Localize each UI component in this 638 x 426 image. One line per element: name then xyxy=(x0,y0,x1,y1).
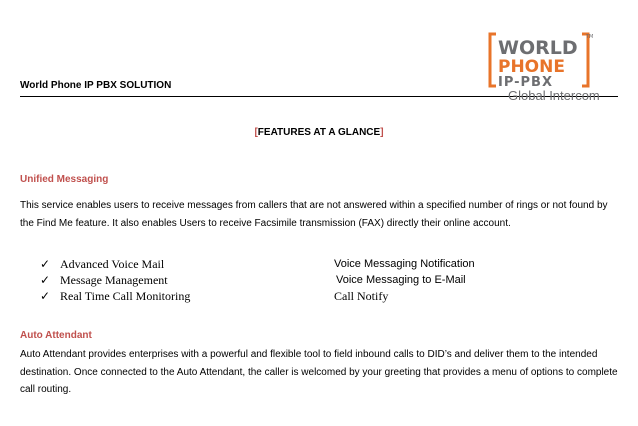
bracket-close: ] xyxy=(380,127,384,138)
feature-list-item: ✓ Message Management xyxy=(40,273,168,287)
auto-attendant-heading: Auto Attendant xyxy=(20,330,92,341)
feature-list-item-right: Call Notify xyxy=(334,289,389,303)
svg-text:TM: TM xyxy=(586,34,594,40)
features-title: FEATURES AT A GLANCE xyxy=(257,127,381,138)
bracket-open: [ xyxy=(254,127,258,138)
unified-messaging-description: This service enables users to receive messages from callers that are not answered within a specified number of rings or not found by the Find Me feature. It also enables Users to receive Facsimile transmission (FAX) directly their online account. xyxy=(20,200,608,229)
feature-list-item-right: Voice Messaging to E-Mail xyxy=(336,274,466,286)
document-header-title: World Phone IP PBX SOLUTION xyxy=(20,80,172,91)
feature-list-item-right: Voice Messaging Notification xyxy=(334,258,475,270)
unified-messaging-heading: Unified Messaging xyxy=(20,174,109,185)
feature-list-item: ✓ Real Time Call Monitoring xyxy=(40,289,191,303)
world-phone-logo xyxy=(486,28,616,108)
checkmark-icon: ✓ xyxy=(40,273,51,287)
svg-text:PHONE: PHONE xyxy=(498,57,565,77)
auto-attendant-description: Auto Attendant provides enterprises with a powerful and flexible tool to field inbound calls to DID’s and deliver them to the intended destination. Once connected to the Auto Attendant, the caller is welcomed by your greeting that provides a menu of options to complete call routing. xyxy=(20,349,618,395)
svg-text:Global Intercom: Global Intercom xyxy=(508,88,600,103)
features-heading xyxy=(0,127,638,138)
svg-text:WORLD: WORLD xyxy=(498,37,578,59)
svg-text:IP-PBX: IP-PBX xyxy=(498,75,553,90)
checkmark-icon: ✓ xyxy=(40,289,51,303)
feature-list-item: ✓ Advanced Voice Mail xyxy=(40,257,165,271)
checkmark-icon: ✓ xyxy=(40,257,51,271)
